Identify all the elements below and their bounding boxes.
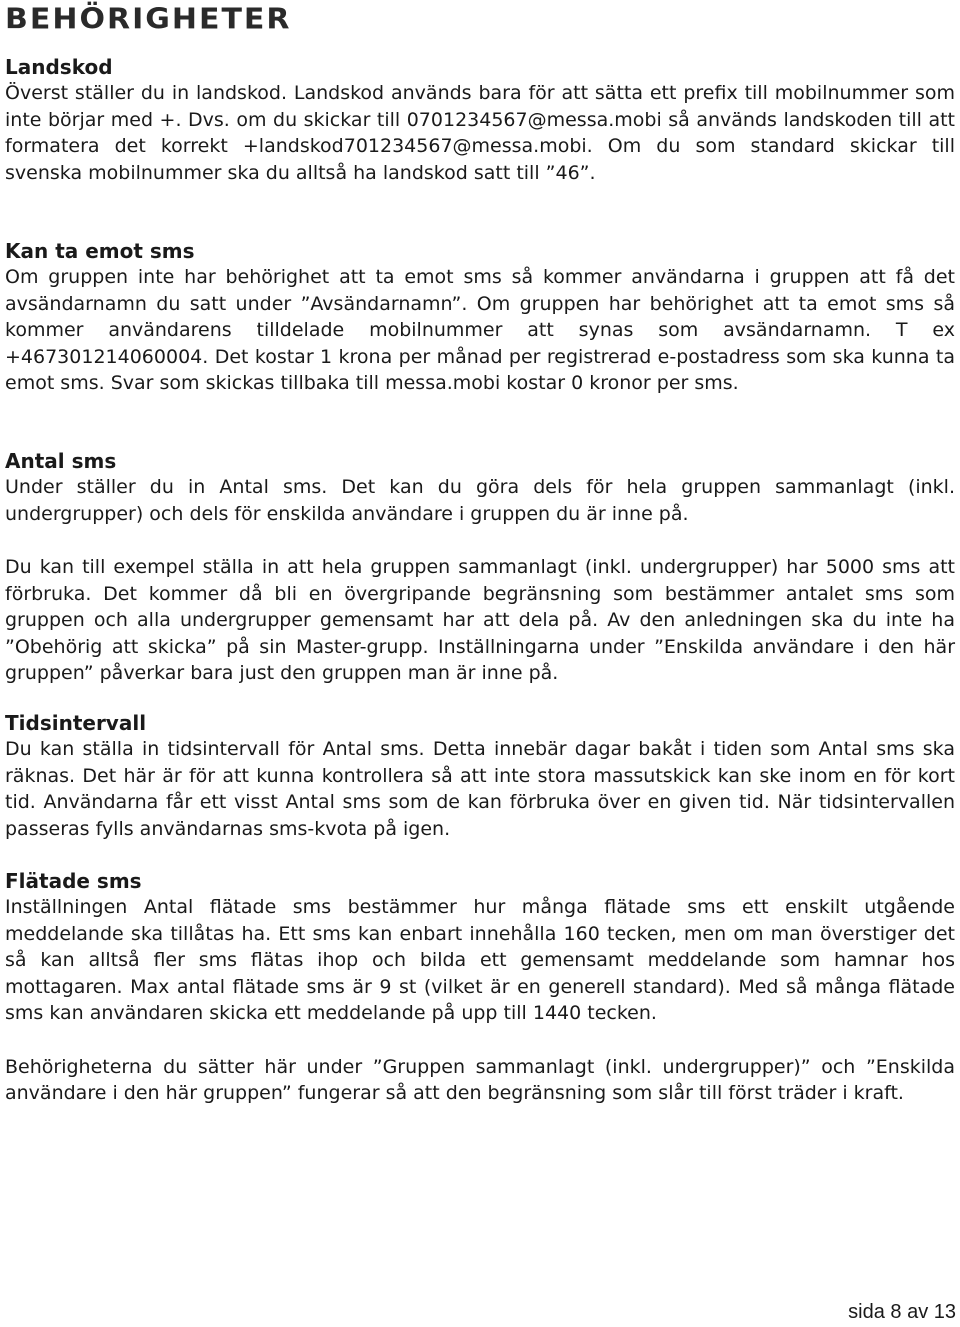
section-heading: Tidsintervall — [5, 711, 147, 735]
section-kan-ta-emot-sms — [5, 238, 955, 397]
page-title: BEHÖRIGHETER — [5, 2, 292, 37]
section-paragraph: Du kan till exempel ställa in att hela gruppen sammanlagt (inkl. undergrupper) har 5000 sms att förbruka. Det kommer då bli en övergripande begränsning som bestämmer antalet sms som gruppen och alla undergrupper gemensamt har att dela på. Av den anledningen ska du inte ha ”Obehörig att skicka” på sin Master-grupp. Inställningarna under ”Enskilda användare i den här gruppen” påverkar bara just den gruppen man är inne på. — [5, 556, 955, 684]
section-paragraph: Under ställer du in Antal sms. Det kan du göra dels för hela gruppen sammanlagt (inkl. undergrupper) och dels för enskilda användare i gruppen du är inne på. — [5, 476, 955, 525]
section-paragraph: Behörigheterna du sätter här under ”Gruppen sammanlagt (inkl. undergrupper)” och ”Enskilda användare i den här gruppen” fungerar så att den begränsning som slår till först träder i kraft. — [5, 1055, 955, 1104]
section-flatade-sms — [5, 868, 955, 1107]
section-heading: Flätade sms — [5, 869, 142, 893]
page-number: sida 8 av 13 — [848, 1301, 956, 1323]
section-antal-sms — [5, 448, 955, 687]
section-tidsintervall — [5, 710, 955, 842]
section-paragraph: Överst ställer du in landskod. Landskod används bara för att sätta ett prefix till mobilnummer som inte börjar med +. Dvs. om du skickar till 0701234567@messa.mobi så används landskoden till att formatera det korrekt +landskod701234567@messa.mobi. Om du som standard skickar till svenska mobilnummer ska du alltså ha landskod satt till ”46”. — [5, 82, 955, 184]
section-paragraph: Du kan ställa in tidsintervall för Antal sms. Detta innebär dagar bakåt i tiden som Antal sms ska räknas. Det här är för att kunna kontrollera så att inte stora massutskick kan ske inom en för kort tid. Användarna får ett visst Antal sms som de kan förbruka över en given tid. När tidsintervallen passeras fylls användarnas sms-kvota på igen. — [5, 738, 955, 840]
section-landskod — [5, 54, 955, 186]
section-heading: Kan ta emot sms — [5, 239, 195, 263]
section-paragraph: Om gruppen inte har behörighet att ta emot sms så kommer användarna i gruppen att få det avsändarnamn du satt under ”Avsändarnamn”. Om gruppen har behörighet att ta emot sms så kommer användarens tilldelade mobilnummer att synas som avsändarnamn. T ex +467301214060004. Det kostar 1 krona per månad per registrerad e-postadress som ska kunna ta emot sms. Svar som skickas tillbaka till messa.mobi kostar 0 kronor per sms. — [5, 266, 955, 394]
section-heading: Landskod — [5, 55, 113, 79]
section-paragraph: Inställningen Antal flätade sms bestämmer hur många flätade sms ett enskilt utgående meddelande ska tillåtas ha. Ett sms kan enbart innehålla 160 tecken, men om man överstiger det så kan alltså fler sms flätas ihop och bilda ett gemensamt meddelande som hamnar hos mottagaren. Max antal flätade sms är 9 st (vilket är en generell standard). Med så många flätade sms kan användaren skicka ett meddelande på upp till 1440 tecken. — [5, 896, 955, 1024]
section-heading: Antal sms — [5, 449, 117, 473]
